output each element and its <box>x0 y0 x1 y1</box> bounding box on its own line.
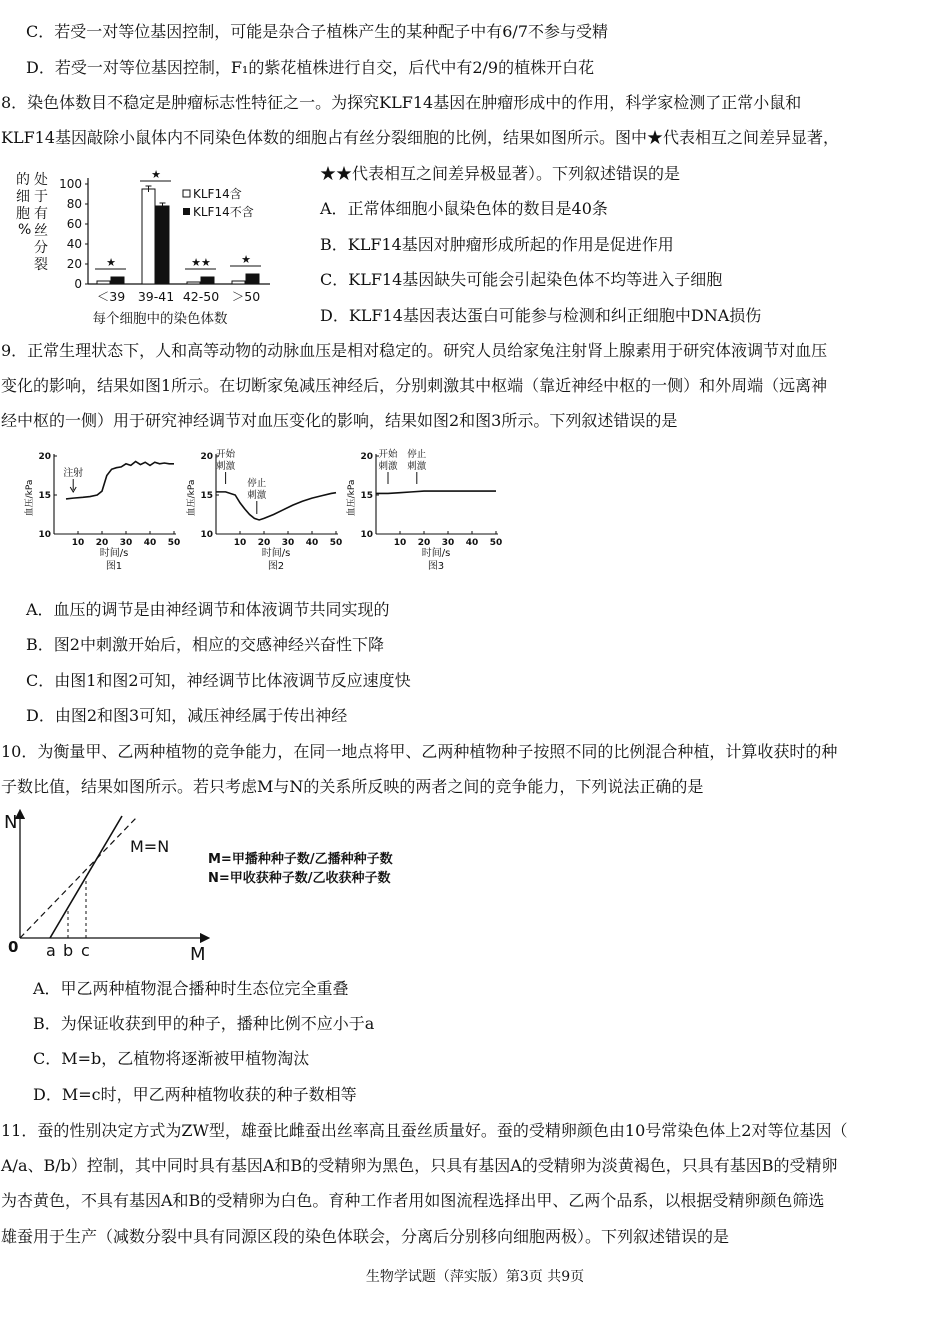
bar-＜39-KLF14不含 <box>111 277 124 284</box>
q10-option-d: D．M=c时，甲乙两种植物收获的种子数相等 <box>33 1085 357 1104</box>
mn-tick-c: c <box>81 941 90 960</box>
bp2-ylabel-tick-0: 10 <box>200 530 213 540</box>
q10-option-a: A．甲乙两种植物混合播种时生态位完全重叠 <box>33 979 349 998</box>
q8-option-a: A．正常体细胞小鼠染色体的数目是40条 <box>320 199 608 218</box>
ylabel-char-2: 细 <box>16 189 30 205</box>
legend-swatch-with <box>183 190 190 197</box>
ylabel-char-3: 胞 <box>16 206 30 222</box>
bp3-ylabel-tick-0: 10 <box>360 530 373 540</box>
bp3-xlabel-tick-1: 20 <box>417 538 431 548</box>
bar-42-50-KLF14含 <box>187 282 200 284</box>
bp2-title: 图2 <box>267 561 285 572</box>
q8-stem-line1: 8．染色体数目不稳定是肿瘤标志性特征之一。为探究KLF14基因在肿瘤形成中的作用，科学家检测了正常小鼠和 <box>1 93 802 112</box>
bp2-xlabel-tick-1: 20 <box>257 538 271 548</box>
bp3-annotation-0-l2: 刺激 <box>378 461 398 472</box>
ylabel-char-1: 的 <box>16 172 30 188</box>
q11-stem-line1: 11．蚕的性别决定方式为ZW型，雄蚕比雌蚕出丝率高且蚕丝质量好。蚕的受精卵颜色由10号常染色体上2对等位基因（ <box>1 1121 848 1140</box>
bp1-xlabel-tick-0: 10 <box>71 538 85 548</box>
bp1-ylabel-tick-2: 20 <box>38 452 51 462</box>
blood-pressure-figures <box>14 446 504 576</box>
page-footer: 生物学试题（萍实版）第3页 共9页 <box>365 1269 585 1285</box>
bp1-title: 图1 <box>105 561 123 572</box>
q11-stem-line4: 雄蚕用于生产（减数分裂中具有同源区段的染色体联会，分离后分别移向细胞两极）。下列叙述错误的是 <box>1 1227 730 1246</box>
legend-label-with: KLF14含 <box>193 187 242 201</box>
bar-＞50-KLF14不含 <box>246 274 259 284</box>
legend-swatch-without <box>183 208 190 215</box>
q10-option-c: C．M=b，乙植物将逐渐被甲植物淘汰 <box>33 1049 310 1068</box>
q8-option-b: B．KLF14基因对肿瘤形成所起的作用是促进作用 <box>320 235 674 254</box>
bp3-xlabel-tick-0: 10 <box>393 538 407 548</box>
bar-chart-ylabel <box>16 171 48 273</box>
mn-equal-line <box>20 818 136 938</box>
mn-series-label: M=N <box>130 837 170 856</box>
sig-mark-2: ★★ <box>191 256 211 269</box>
bar-39-41-KLF14含 <box>142 189 155 284</box>
q9-option-a: A．血压的调节是由神经调节和体液调节共同实现的 <box>26 600 390 619</box>
bp3-xlabel-tick-3: 40 <box>465 538 479 548</box>
legend-label-without: KLF14不含 <box>193 205 254 219</box>
q8-option-d: D．KLF14基因表达蛋白可能参与检测和纠正细胞中DNA损伤 <box>320 306 762 325</box>
ylabel-char-7: 有 <box>34 206 48 222</box>
bp2-curve <box>216 492 336 520</box>
mn-legend-n: N=甲收获种子数/乙收获种子数 <box>208 871 391 886</box>
mn-xlabel: M <box>190 944 206 965</box>
q9-option-c: C．由图1和图2可知，神经调节比体液调节反应速度快 <box>26 671 411 690</box>
mn-tick-b: b <box>63 941 74 960</box>
mn-chart-figure <box>0 806 440 966</box>
mn-ylabel: N <box>4 812 18 833</box>
bp1-ylabel-tick-0: 10 <box>38 530 51 540</box>
bp2-annotation-stop-l1: 停止 <box>247 478 267 489</box>
bar-xtick-0: ＜39 <box>96 289 126 304</box>
q7-option-d: D．若受一对等位基因控制，F₁的紫花植株进行自交，后代中有2/9的植株开白花 <box>26 58 595 77</box>
bp2-xlabel-tick-3: 40 <box>305 538 319 548</box>
bar-xlabel: 每个细胞中的染色体数 <box>92 311 228 327</box>
bp3-curve <box>376 491 496 493</box>
sig-mark-0: ★ <box>106 256 116 269</box>
q9-option-b: B．图2中刺激开始后，相应的交感神经兴奋性下降 <box>26 635 384 654</box>
bar-legend <box>183 187 254 219</box>
klf14-bar-chart-figure <box>10 166 310 330</box>
klf14-bar-chart <box>10 166 310 330</box>
bp3-annotation-0-l1: 开始 <box>378 449 398 460</box>
bar-ytick-label-2: 40 <box>66 237 82 251</box>
q9-option-d: D．由图2和图3可知，减压神经属于传出神经 <box>26 706 348 725</box>
bar-39-41-KLF14不含 <box>156 206 169 284</box>
q10-stem-line1: 10．为衡量甲、乙两种植物的竞争能力，在同一地点将甲、乙两种植物种子按照不同的比例混合种植，计算收获时的种 <box>1 742 838 761</box>
bp2-annotation-start-l2: 刺激 <box>216 461 236 472</box>
bar-xtick-3: ＞50 <box>231 289 261 304</box>
bp3-xlabel-tick-4: 50 <box>489 538 503 548</box>
bp1-annotation-inject: 注射 <box>63 468 84 479</box>
q9-stem-line2: 变化的影响，结果如图1所示。在切断家兔减压神经后，分别刺激其中枢端（靠近神经中枢的一侧）和外周端（远离神 <box>1 376 828 395</box>
q8-stem-line2: KLF14基因敲除小鼠体内不同染色体数的细胞占有丝分裂细胞的比例，结果如图所示。图中★代表相互之间差异显著， <box>1 128 840 147</box>
bp2-ylabel-tick-2: 20 <box>200 452 213 462</box>
q8-stem-line3: ★★代表相互之间差异极显著）。下列叙述错误的是 <box>320 164 681 183</box>
bar-yticks <box>59 177 88 291</box>
ylabel-char-4: % <box>18 222 32 238</box>
bar-＜39-KLF14含 <box>97 281 110 284</box>
bar-＞50-KLF14含 <box>232 281 245 284</box>
bp2-annotation-stop-l2: 刺激 <box>247 490 267 501</box>
bp1-xlabel-tick-3: 40 <box>143 538 157 548</box>
bar-ytick-label-3: 60 <box>66 217 82 231</box>
sig-mark-1: ★ <box>151 168 161 181</box>
bp3-title: 图3 <box>427 561 445 572</box>
bar-bars <box>95 168 261 284</box>
bp-chart-fig3 <box>346 448 502 572</box>
bp-chart-fig1 <box>24 452 180 572</box>
bp3-ylabel-tick-1: 15 <box>360 491 373 501</box>
ylabel-char-8: 丝 <box>34 223 48 239</box>
q10-option-b: B．为保证收获到甲的种子，播种比例不应小于a <box>33 1014 375 1033</box>
bp2-xlabel-tick-0: 10 <box>233 538 247 548</box>
bp3-ylabel: 血压/kPa <box>347 479 357 517</box>
ylabel-char-10: 裂 <box>34 257 48 273</box>
bp3-annotation-1-l1: 停止 <box>407 449 427 460</box>
bar-xlabels <box>97 289 260 304</box>
q9-stem-line1: 9．正常生理状态下，人和高等动物的动脉血压是相对稳定的。研究人员给家兔注射肾上腺素用于研究体液调节对血压 <box>1 341 828 360</box>
q11-stem-line3: 为杏黄色，不具有基因A和B的受精卵为白色。育种工作者用如图流程选择出甲、乙两个品系，以根据受精卵颜色筛选 <box>1 1191 825 1210</box>
ylabel-char-9: 分 <box>34 240 48 256</box>
bar-42-50-KLF14不含 <box>201 277 214 284</box>
q9-stem-line3: 经中枢的一侧）用于研究神经调节对血压变化的影响，结果如图2和图3所示。下列叙述错误的是 <box>1 411 678 430</box>
q7-option-c: C．若受一对等位基因控制，可能是杂合子植株产生的某种配子中有6/7不参与受精 <box>26 22 608 41</box>
ylabel-char-5: 处 <box>34 172 48 188</box>
bp2-annotation-start-l1: 开始 <box>216 449 236 460</box>
bar-xtick-1: 39-41 <box>137 289 175 304</box>
bp-chart-fig2 <box>186 448 342 572</box>
bar-ytick-label-4: 80 <box>66 197 82 211</box>
bp2-ylabel: 血压/kPa <box>187 479 197 517</box>
bp3-xlabel: 时间/s <box>421 548 451 559</box>
sig-mark-3: ★ <box>241 253 251 266</box>
bp1-xlabel-tick-1: 20 <box>95 538 109 548</box>
ylabel-char-6: 于 <box>34 189 48 205</box>
bp1-ylabel-tick-1: 15 <box>38 491 51 501</box>
bp3-ylabel-tick-2: 20 <box>360 452 373 462</box>
bp1-xlabel: 时间/s <box>99 548 129 559</box>
blood-pressure-charts <box>14 446 504 576</box>
mn-origin: 0 <box>8 938 19 956</box>
bar-xtick-2: 42-50 <box>182 289 220 304</box>
bar-ytick-label-0: 0 <box>74 277 82 291</box>
bp2-xlabel-tick-2: 30 <box>281 538 295 548</box>
bp2-xlabel: 时间/s <box>261 548 291 559</box>
bp3-annotation-1-l2: 刺激 <box>407 461 427 472</box>
q8-option-c: C．KLF14基因缺失可能会引起染色体不均等进入子细胞 <box>320 270 723 289</box>
bp3-xlabel-tick-2: 30 <box>441 538 455 548</box>
bar-ytick-label-5: 100 <box>59 177 82 191</box>
bp1-xlabel-tick-4: 50 <box>167 538 181 548</box>
bar-ytick-label-1: 20 <box>66 257 82 271</box>
bp2-xlabel-tick-4: 50 <box>329 538 343 548</box>
bp1-xlabel-tick-2: 30 <box>119 538 133 548</box>
mn-tick-a: a <box>46 941 56 960</box>
mn-chart <box>0 806 440 966</box>
mn-legend-m: M=甲播种种子数/乙播种种子数 <box>208 852 393 867</box>
q10-stem-line2: 子数比值，结果如图所示。若只考虑M与N的关系所反映的两者之间的竞争能力，下列说法正确的是 <box>1 777 704 796</box>
bp1-ylabel: 血压/kPa <box>25 479 35 517</box>
q11-stem-line2: A/a、B/b）控制，其中同时具有基因A和B的受精卵为黑色，只具有基因A的受精卵为淡黄褐色，只具有基因B的受精卵 <box>1 1156 838 1175</box>
bp2-ylabel-tick-1: 15 <box>200 491 213 501</box>
